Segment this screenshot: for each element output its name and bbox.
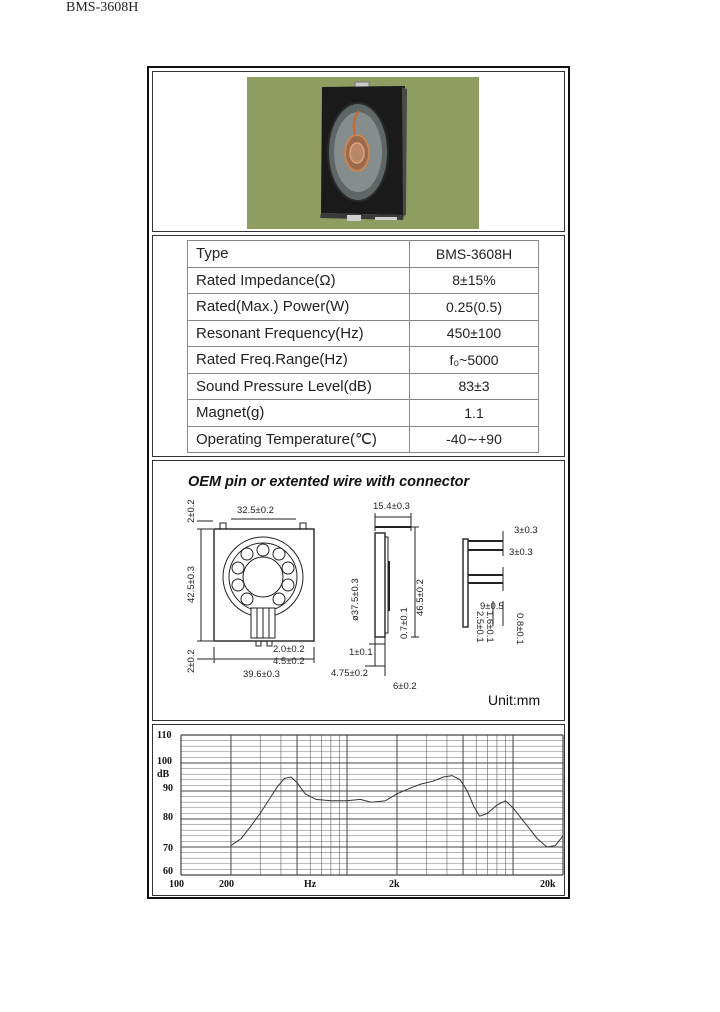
x-tick-label: 20k xyxy=(540,879,556,890)
spec-row xyxy=(188,267,539,294)
spec-row xyxy=(188,241,539,268)
dim-pin-b: 3±0.3 xyxy=(509,547,533,558)
dim-side-height: 46.5±0.2 xyxy=(415,579,426,616)
spec-value: 1.1 xyxy=(410,400,539,427)
spec-row xyxy=(188,347,539,374)
spec-section xyxy=(152,235,565,457)
spec-label: Operating Temperature(℃) xyxy=(188,426,410,453)
drawing-title: OEM pin or extented wire with connector xyxy=(188,474,470,490)
dim-side-1: 1±0.1 xyxy=(349,647,373,658)
spec-value: 450±100 xyxy=(410,320,539,347)
dim-side-6: 6±0.2 xyxy=(393,681,417,692)
dim-pin-e: 2.5±0.1 xyxy=(474,611,485,643)
frequency-response-chart xyxy=(153,725,568,895)
spec-table xyxy=(187,240,539,453)
spec-row xyxy=(188,320,539,347)
unit-label: Unit:mm xyxy=(488,692,541,708)
x-tick-label: 100 xyxy=(169,879,184,890)
datasheet-frame xyxy=(147,66,570,899)
dim-top-width: 32.5±0.2 xyxy=(237,505,274,516)
document-code: BMS-3608H xyxy=(66,0,139,15)
spec-row xyxy=(188,426,539,453)
spec-row xyxy=(188,294,539,321)
spec-label: Resonant Frequency(Hz) xyxy=(188,320,410,347)
dim-pin-c: 9±0.5 xyxy=(480,601,504,612)
y-tick-label: 110 xyxy=(157,730,172,741)
y-tick-label: 70 xyxy=(163,843,173,854)
dim-pin-d: 1.6±0.1 xyxy=(484,611,495,643)
graph-section xyxy=(152,724,565,896)
y-unit-label: dB xyxy=(157,769,170,780)
product-photo xyxy=(247,77,479,229)
dim-diameter: ø37.5±0.3 xyxy=(350,578,361,621)
chart-grid xyxy=(181,735,563,875)
photo-section xyxy=(152,71,565,232)
speaker-photo-illustration xyxy=(247,77,479,229)
y-tick-label: 80 xyxy=(163,812,173,823)
spec-label: Sound Pressure Level(dB) xyxy=(188,373,410,400)
spec-label: Magnet(g) xyxy=(188,400,410,427)
x-tick-label: 200 xyxy=(219,879,234,890)
spec-label: Rated Impedance(Ω) xyxy=(188,267,410,294)
dim-side-top: 15.4±0.3 xyxy=(373,501,410,512)
spec-value: 83±3 xyxy=(410,373,539,400)
dim-pin-offset: 4.5±0.2 xyxy=(273,656,305,667)
drawing-section xyxy=(152,460,565,721)
dim-side-thick: 0.7±0.1 xyxy=(399,607,410,639)
y-tick-label: 90 xyxy=(163,783,173,794)
dim-pin-f: 0.8±0.1 xyxy=(514,613,525,645)
y-tick-label: 60 xyxy=(163,866,173,877)
spec-value: 0.25(0.5) xyxy=(410,294,539,321)
dim-pin-a: 3±0.3 xyxy=(514,525,538,536)
y-tick-label: 100 xyxy=(157,756,172,767)
dim-side-475: 4.75±0.2 xyxy=(331,668,368,679)
dim-bottom-margin: 2±0.2 xyxy=(186,649,197,673)
spec-label: Type xyxy=(188,241,410,268)
spec-value: BMS-3608H xyxy=(410,241,539,268)
spec-value: f₀~5000 xyxy=(410,347,539,374)
dim-pin-spacing: 2.0±0.2 xyxy=(273,644,305,655)
spec-row xyxy=(188,400,539,427)
dim-height: 42.5±0.3 xyxy=(186,566,197,603)
spec-row xyxy=(188,373,539,400)
spec-label: Rated(Max.) Power(W) xyxy=(188,294,410,321)
spec-label: Rated Freq.Range(Hz) xyxy=(188,347,410,374)
dim-top-margin: 2±0.2 xyxy=(186,499,197,523)
dim-total-width: 39.6±0.3 xyxy=(243,669,280,680)
x-axis-label: Hz xyxy=(304,879,317,890)
spec-value: -40∼+90 xyxy=(410,426,539,453)
spec-value: 8±15% xyxy=(410,267,539,294)
x-tick-label: 2k xyxy=(389,879,400,890)
